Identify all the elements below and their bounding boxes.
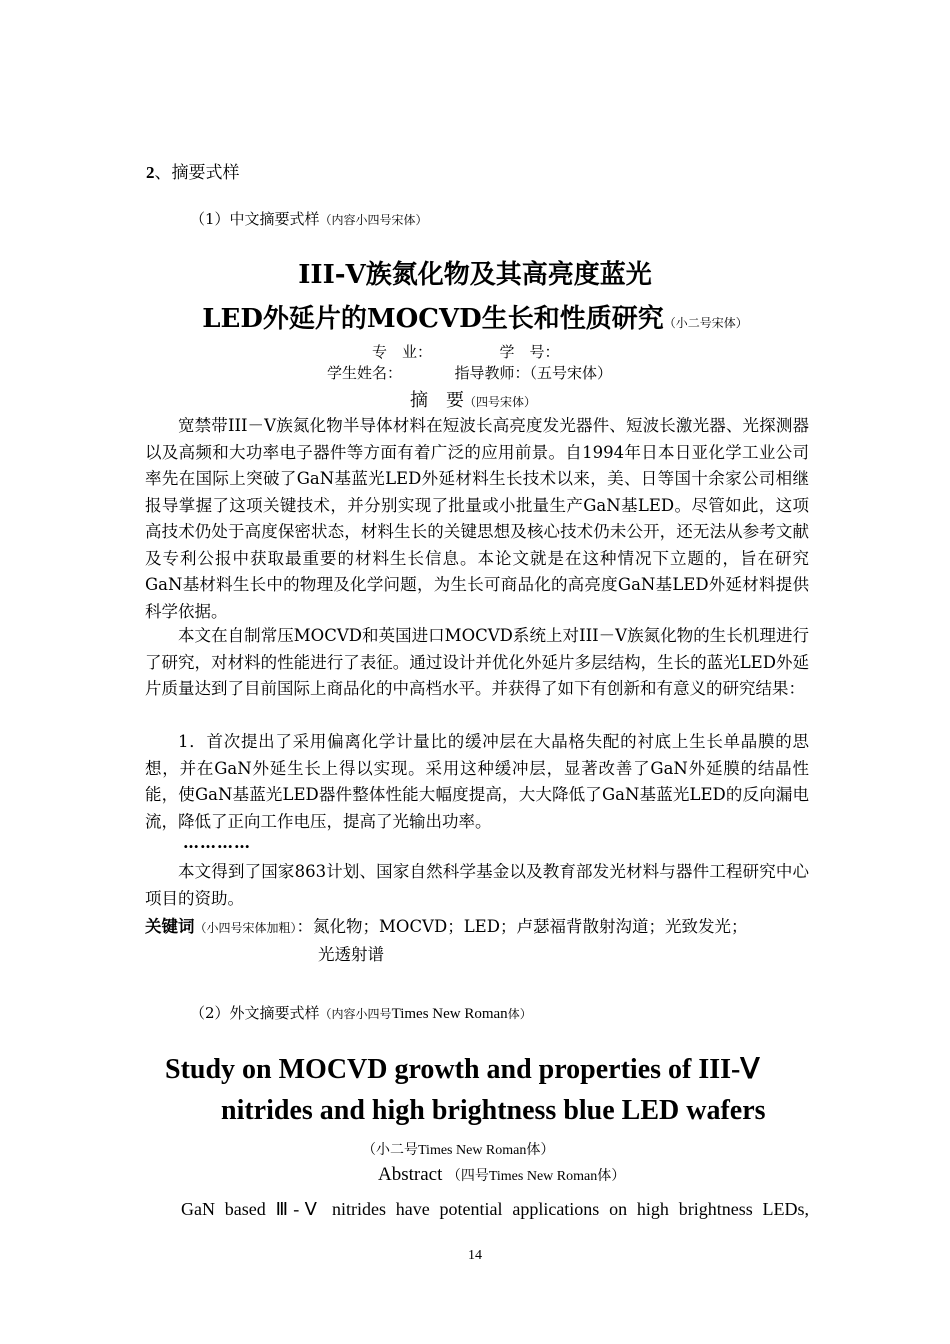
section-heading	[146, 158, 240, 183]
keywords-font-note: （小四号宋体加粗）	[194, 921, 297, 935]
subheading-note-prefix: （内容小四号	[319, 1007, 392, 1021]
section-title: 、摘要式样	[154, 163, 240, 183]
paragraph-text: 1．首次提出了采用偏离化学计量比的缓冲层在大晶格失配的衬底上生长单晶膜的思想，并在GaN外延生长上得以实现。采用这种缓冲层，显著改善了GaN外延膜的结晶性能，使GaN基蓝光LED器件整体性能大幅度提高，大大降低了GaN基蓝光LED的反向漏电流，降低了正向工作电压，提高了光输出功率。	[145, 732, 809, 831]
chinese-abstract-paragraph-4	[145, 859, 809, 912]
subheading-text: （1）中文摘要式样	[190, 210, 320, 228]
note-prefix: （四号	[446, 1168, 489, 1184]
note-font: Times New Roman	[418, 1143, 527, 1158]
chinese-title-line-2-text: LED外延片的MOCVD生长和性质研究	[202, 304, 664, 334]
english-abstract-subheading	[190, 1002, 532, 1023]
note-font: Times New Roman	[488, 1169, 598, 1184]
paragraph-text: 本文得到了国家863计划、国家自然科学基金以及教育部发光材料与器件工程研究中心项目的资助。	[145, 862, 809, 908]
note-suffix: 体）	[597, 1168, 626, 1184]
abstract-word: Abstract	[378, 1164, 443, 1185]
paragraph-text: 宽禁带III－Ⅴ族氮化物半导体材料在短波长高亮度发光器件、短波长激光器、光探测器以及高频和大功率电子器件等方面有着广泛的应用前景。自1994年日本日亚化学工业公司率先在国际上突破了GaN基蓝光LED外延材料生长技术以来，美、日等国十余家公司相继报导掌握了这项关键技术，并分别实现了批量或小批量生产GaN基LED。尽管如此，这项高技术仍处于高度保密状态，材料生长的关键思想及核心技术仍未公开，还无法从参考文献及专利公报中获取最重要的材料生长信息。本论文就是在这种情况下立题的，旨在研究GaN基材料生长中的物理及化学问题，为生长可商品化的高亮度GaN基LED外延材料提供科学依据。	[145, 416, 809, 621]
english-abstract-first-line: GaN based Ⅲ-Ⅴ nitrides have potential applications on high brightness LEDs,	[181, 1199, 809, 1219]
subheading-font-note: （内容小四号宋体）	[319, 213, 428, 227]
subheading-text: （2）外文摘要式样	[190, 1004, 320, 1022]
ellipsis: …………	[183, 833, 251, 852]
english-abstract-label	[378, 1164, 625, 1186]
keywords-label: 关键词	[145, 917, 195, 936]
page-number: 14	[468, 1248, 482, 1263]
paragraph-text: 本文在自制常压MOCVD和英国进口MOCVD系统上对III－Ⅴ族氮化物的生长机理进行了研究，对材料的性能进行了表征。通过设计并优化外延片多层结构，生长的蓝光LED外延片质量达到了目前国际上商品化的中高档水平。并获得了如下有创新和有意义的研究结果：	[145, 626, 809, 698]
chinese-abstract-paragraph-3	[145, 729, 809, 835]
english-title-line-1: Study on MOCVD growth and properties of III-Ⅴ	[165, 1054, 760, 1085]
english-title-line-2: nitrides and high brightness blue LED wafers	[221, 1095, 766, 1126]
keywords-line	[145, 914, 825, 941]
keywords-text: ：氮化物；MOCVD；LED；卢瑟福背散射沟道；光致发光；	[296, 917, 748, 936]
chinese-abstract-label	[410, 386, 536, 412]
chinese-abstract-paragraph-2	[145, 623, 809, 703]
chinese-title-line-2	[0, 298, 950, 335]
chinese-title-font-note: （小二号宋体）	[663, 316, 748, 330]
student-advisor-line: 学生姓名： 指导教师：（五号宋体）	[327, 364, 613, 382]
subheading-note-font: Times New Roman	[391, 1006, 508, 1022]
chinese-title-line-1: III-Ⅴ族氮化物及其高亮度蓝光	[298, 260, 652, 290]
note-suffix: 体）	[526, 1142, 555, 1158]
major-student-id-line: 专 业： 学 号：	[372, 343, 560, 361]
chinese-abstract-paragraph-1	[145, 413, 809, 625]
section-number: 2	[146, 163, 155, 182]
chinese-abstract-subheading	[190, 208, 428, 229]
abstract-label-font-note: （四号宋体）	[464, 395, 537, 409]
subheading-note-suffix: 体）	[507, 1007, 532, 1021]
note-prefix: （小二号	[362, 1142, 418, 1158]
english-title-font-note	[362, 1139, 554, 1159]
abstract-label-text: 摘 要	[410, 390, 464, 411]
keywords-continued: 光透射谱	[318, 945, 384, 964]
